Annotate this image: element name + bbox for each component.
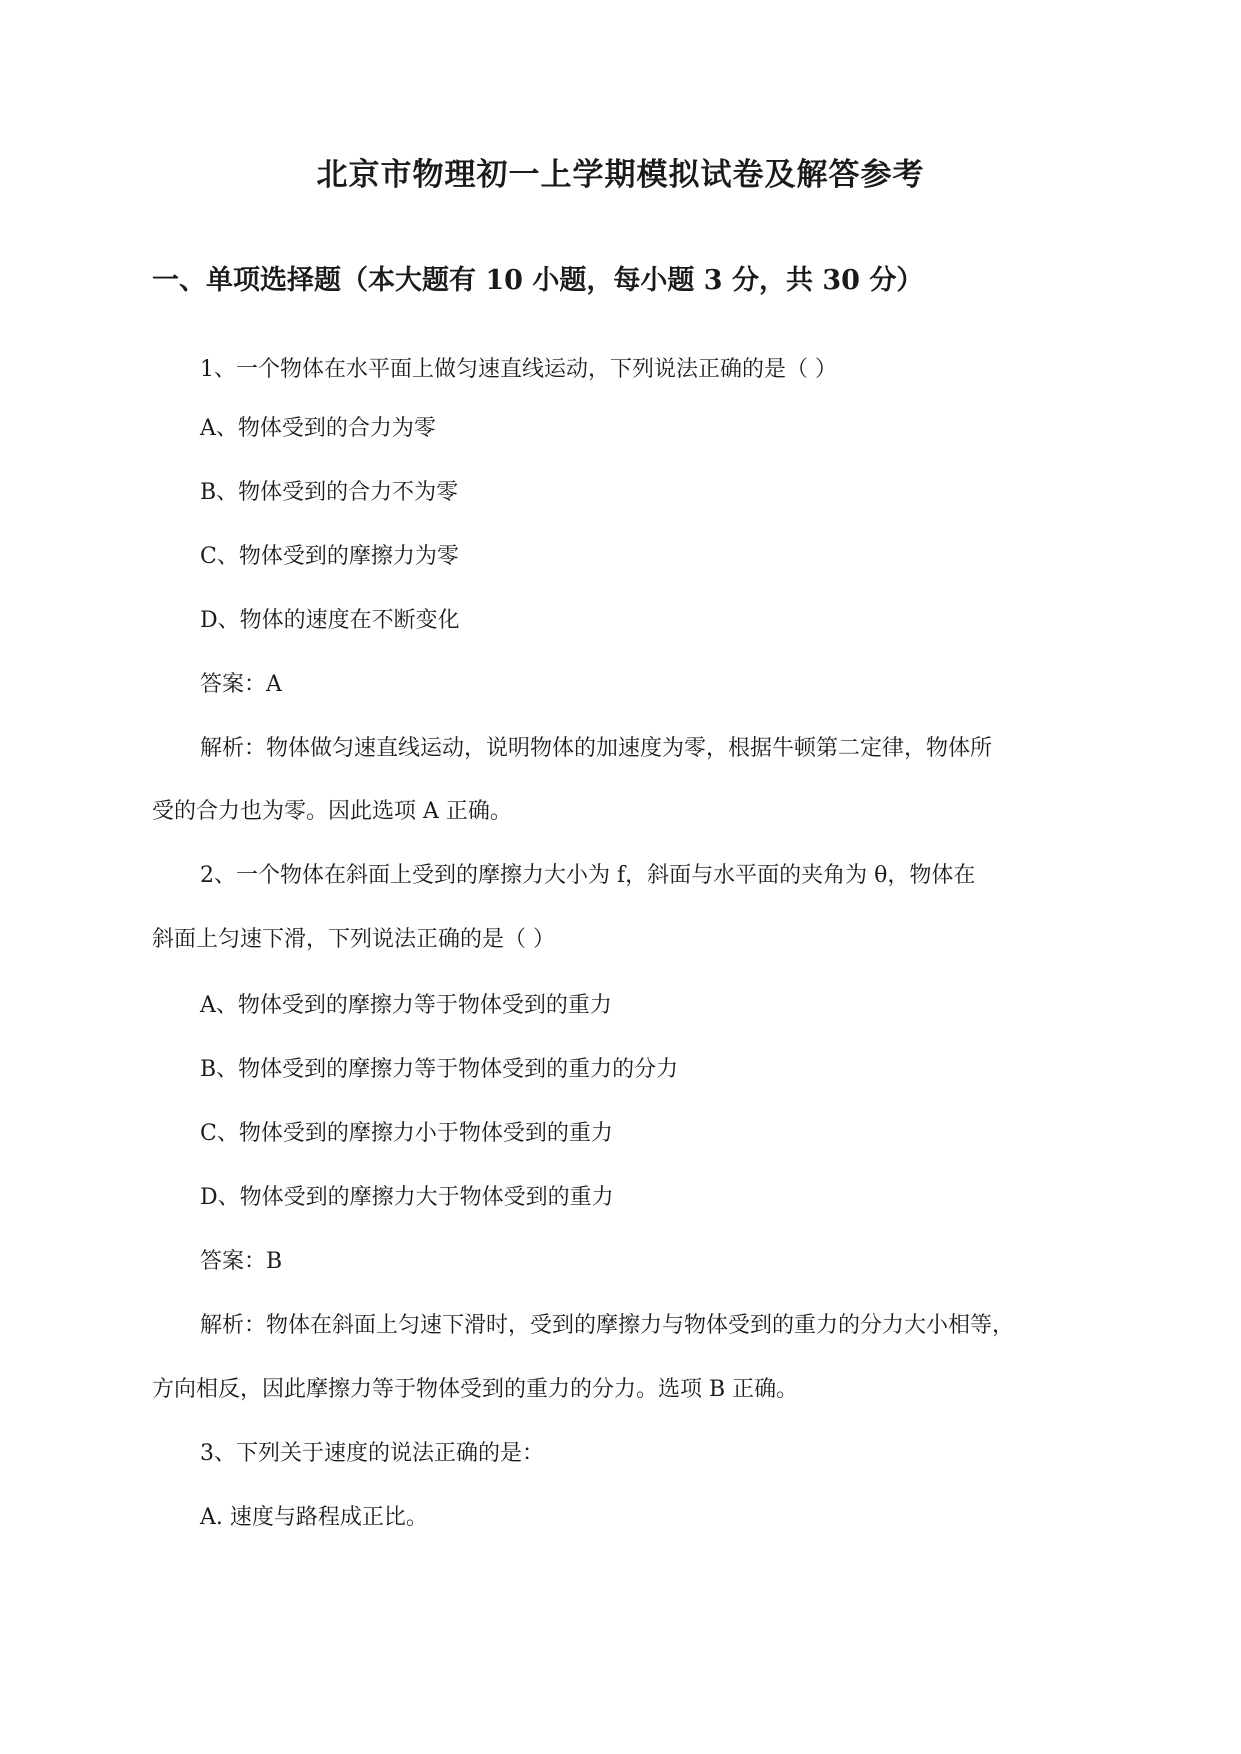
document-title: 北京市物理初一上学期模拟试卷及解答参考 [316, 157, 925, 193]
question-2-option-c: C、物体受到的摩擦力小于物体受到的重力 [200, 1121, 613, 1146]
question-1-answer: 答案：A [200, 672, 282, 697]
question-1-analysis-line-2: 受的合力也为零。因此选项 A 正确。 [152, 799, 512, 824]
question-1-stem: 1、一个物体在水平面上做匀速直线运动，下列说法正确的是（ ） [200, 357, 837, 382]
question-1-analysis-line-1: 解析：物体做匀速直线运动，说明物体的加速度为零，根据牛顿第二定律，物体所 [200, 736, 993, 761]
question-2-analysis-line-2: 方向相反，因此摩擦力等于物体受到的重力的分力。选项 B 正确。 [152, 1377, 799, 1402]
section-heading: 一、单项选择题（本大题有 10 小题，每小题 3 分，共 30 分） [152, 265, 924, 296]
question-1-option-a: A、物体受到的合力为零 [200, 416, 436, 441]
question-2-answer: 答案：B [200, 1249, 283, 1274]
question-1-option-b: B、物体受到的合力不为零 [200, 480, 459, 505]
question-2-stem-line-2: 斜面上匀速下滑，下列说法正确的是（ ） [152, 927, 555, 952]
question-2-option-b: B、物体受到的摩擦力等于物体受到的重力的分力 [200, 1057, 679, 1082]
question-2-analysis-line-1: 解析：物体在斜面上匀速下滑时，受到的摩擦力与物体受到的重力的分力大小相等， [200, 1313, 1015, 1338]
question-2-stem-line-1: 2、一个物体在斜面上受到的摩擦力大小为 f，斜面与水平面的夹角为 θ，物体在 [200, 863, 976, 888]
question-3-stem: 3、下列关于速度的说法正确的是： [200, 1441, 544, 1466]
question-2-option-a: A、物体受到的摩擦力等于物体受到的重力 [200, 993, 612, 1018]
question-2-option-d: D、物体受到的摩擦力大于物体受到的重力 [200, 1185, 614, 1210]
question-3-option-a: A. 速度与路程成正比。 [200, 1505, 428, 1530]
question-1-option-d: D、物体的速度在不断变化 [200, 608, 460, 633]
question-1-option-c: C、物体受到的摩擦力为零 [200, 544, 459, 569]
